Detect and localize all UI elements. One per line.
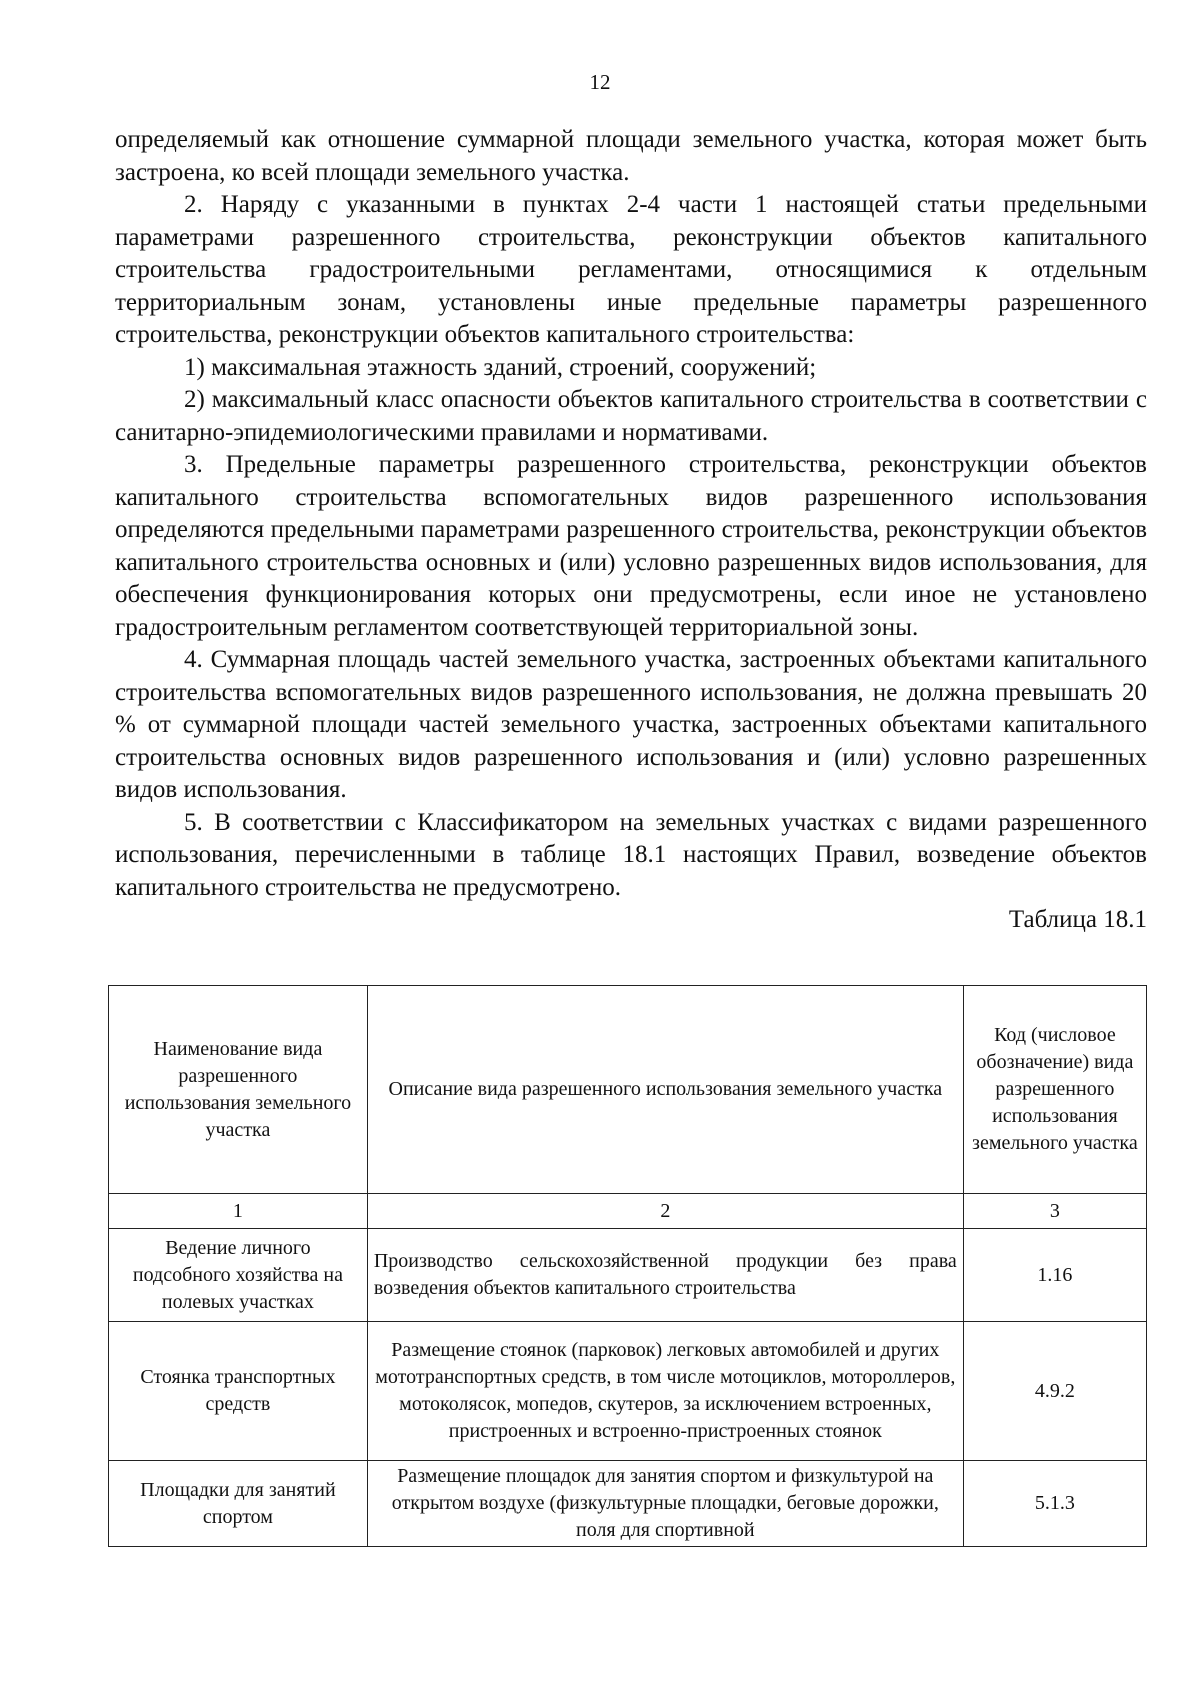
cell-code: 4.9.2	[963, 1322, 1146, 1461]
list-item-1: 1) максимальная этажность зданий, строений, сооружений;	[184, 353, 817, 381]
land-use-table	[108, 985, 1147, 1547]
cell-name: Ведение личного подсобного хозяйства на полевых участках	[109, 1229, 368, 1322]
cell-description: Производство сельскохозяйственной продукции без права возведения объектов капитального строительства	[367, 1229, 963, 1322]
paragraph-3: 3. Предельные параметры разрешенного строительства, реконструкции объектов капитального строительства вспомогательных видов разрешенного использования определяются предельными параметрами разрешенного строительства, реконструкции объектов капитального строительства основных и (или) условно разрешенных видов использования, для обеспечения функционирования которых они предусмотрены, если иное не установлено градостроительным регламентом соответствующей территориальной зоны.	[115, 451, 1147, 641]
cell-description: Размещение стоянок (парковок) легковых автомобилей и других мототранспортных средств, в том числе мотоциклов, мотороллеров, мотоколясок, мопедов, скутеров, за исключением встроенных, пристроенных и встроенно-пристроенных стоянок	[367, 1322, 963, 1461]
header-description: Описание вида разрешенного использования земельного участка	[367, 986, 963, 1194]
header-code: Код (числовое обозначение) вида разрешенного использования земельного участка	[963, 986, 1146, 1194]
table-caption: Таблица 18.1	[1008, 906, 1147, 933]
cell-name: Площадки для занятий спортом	[109, 1461, 368, 1547]
page-number: 12	[589, 70, 611, 94]
table-header-row	[109, 986, 1147, 1194]
table-row	[109, 1229, 1147, 1322]
paragraph-5: 5. В соответствии с Классификатором на земельных участках с видами разрешенного использования, перечисленными в таблице 18.1 настоящих Правил, возведение объектов капитального строительства не предусмотрено.	[115, 808, 1147, 901]
cell-code: 5.1.3	[963, 1461, 1146, 1547]
paragraph-continuation: определяемый как отношение суммарной площади земельного участка, которая может быть застроена, ко всей площади земельного участка.	[115, 126, 1147, 186]
column-number-row	[109, 1194, 1147, 1229]
cell-code: 1.16	[963, 1229, 1146, 1322]
header-name: Наименование вида разрешенного использования земельного участка	[109, 986, 368, 1194]
list-item-2: 2) максимальный класс опасности объектов капитального строительства в соответствии с санитарно-эпидемиологическими правилами и нормативами.	[115, 386, 1147, 446]
column-number: 2	[367, 1194, 963, 1229]
paragraph-4: 4. Суммарная площадь частей земельного участка, застроенных объектами капитального строительства вспомогательных видов разрешенного использования, не должна превышать 20 % от суммарной площади частей земельного участка, застроенных объектами капитального строительства основных видов разрешенного использования и (или) условно разрешенных видов использования.	[115, 646, 1147, 803]
cell-name: Стоянка транспортных средств	[109, 1322, 368, 1461]
paragraph-2: 2. Наряду с указанными в пунктах 2-4 части 1 настоящей статьи предельными параметрами разрешенного строительства, реконструкции объектов капитального строительства градостроительными регламентами, относящимися к отдельным территориальным зонам, установлены иные предельные параметры разрешенного строительства, реконструкции объектов капитального строительства:	[115, 191, 1147, 348]
cell-description: Размещение площадок для занятия спортом и физкультурой на открытом воздухе (физкультурные площадки, беговые дорожки, поля для спортивной	[367, 1461, 963, 1547]
table-row	[109, 1322, 1147, 1461]
column-number: 1	[109, 1194, 368, 1229]
table-row	[109, 1461, 1147, 1547]
document-body	[115, 124, 1147, 937]
column-number: 3	[963, 1194, 1146, 1229]
